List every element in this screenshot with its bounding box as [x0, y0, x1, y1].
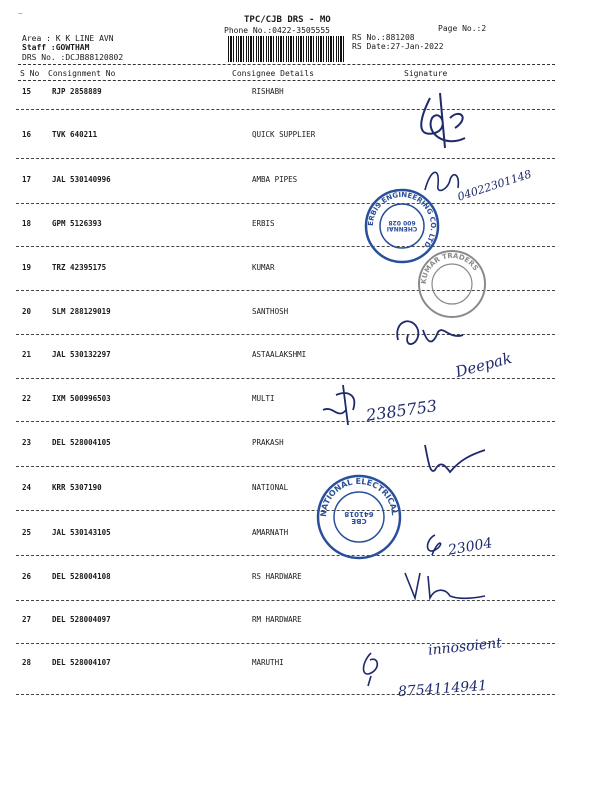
signature-row-25: [420, 530, 450, 564]
row-consignee: QUICK SUPPLIER: [252, 130, 316, 139]
handwritten-number-4: 8754114941: [397, 677, 488, 701]
table-row: [0, 87, 600, 131]
handwritten-number-1: 04022301148: [455, 167, 534, 204]
row-consignment: DEL 528004097: [52, 615, 111, 624]
signature-row-15: [410, 88, 480, 167]
row-sno: 25: [22, 528, 32, 537]
rs-number: RS No.:881208: [352, 33, 415, 42]
row-sno: 24: [22, 483, 32, 492]
page-number: Page No.:2: [438, 24, 487, 33]
row-sno: 27: [22, 615, 32, 624]
row-consignment: GPM 5126393: [52, 219, 102, 228]
row-sno: 28: [22, 658, 32, 667]
row-sno: 21: [22, 350, 32, 359]
table-row: [0, 307, 600, 351]
signature-row-20: [388, 310, 468, 359]
national-stamp-ring-text: NATIONAL ELECTRICAL: [318, 476, 400, 518]
national-stamp: [314, 472, 404, 566]
row-consignment: DEL 528004108: [52, 572, 111, 581]
erbis-stamp-ring-text: ERBIS ENGINEERING CO. LTD.: [366, 190, 438, 252]
rs-date: RS Date:27-Jan-2022: [352, 42, 444, 51]
staff-caption: Staff :: [22, 43, 56, 52]
row-consignment: DEL 528004107: [52, 658, 111, 667]
row-divider: [16, 334, 555, 335]
row-consignee: AMARNATH: [252, 528, 289, 537]
header-divider: [18, 64, 555, 65]
col-consignment: Consignment No: [48, 69, 116, 78]
row-divider: [16, 246, 555, 247]
col-sno: S No: [20, 69, 40, 78]
handwritten-name-deepak: Deepak: [453, 348, 514, 382]
kumar-stamp-ring-text: KUMAR TRADERS: [419, 251, 480, 285]
row-consignment: JAL 530143105: [52, 528, 111, 537]
row-sno: 22: [22, 394, 32, 403]
row-consignee: MULTI: [252, 394, 275, 403]
row-sno: 15: [22, 87, 32, 96]
row-consignment: JAL 530132297: [52, 350, 111, 359]
table-row: [0, 572, 600, 616]
row-consignment: RJP 2858889: [52, 87, 102, 96]
area-label: Area : K K LINE AVN: [22, 34, 114, 43]
staff-name: GOWTHAM: [55, 43, 90, 52]
scan-mark: ~: [18, 9, 23, 18]
table-row: [0, 658, 600, 702]
table-row: [0, 394, 600, 438]
row-sno: 16: [22, 130, 32, 139]
row-divider: [16, 510, 555, 511]
phone-number: Phone No.:0422-3505555: [224, 26, 330, 35]
signature-row-28: [356, 648, 386, 692]
row-consignment: JAL 530140996: [52, 175, 111, 184]
row-consignee: AMBA PIPES: [252, 175, 298, 184]
row-consignee: RM HARDWARE: [252, 615, 302, 624]
table-row: [0, 438, 600, 482]
row-consignee: KUMAR: [252, 263, 275, 272]
staff-label: [22, 44, 89, 52]
handwritten-text-1: innosoient: [427, 635, 503, 659]
row-consignee: SANTHOSH: [252, 307, 289, 316]
column-header-divider: [18, 80, 555, 81]
doc-title: TPC/CJB DRS - MO: [244, 15, 331, 25]
row-consignment: DEL 528004105: [52, 438, 111, 447]
signature-row-22: [318, 380, 368, 434]
drs-number: DRS No. :DCJB88120802: [22, 53, 124, 62]
table-row: [0, 130, 600, 174]
row-consignee: ERBIS: [252, 219, 275, 228]
row-consignee: MARUTHI: [252, 658, 284, 667]
barcode: [228, 36, 346, 62]
row-divider: [16, 203, 555, 204]
row-consignment: SLM 288129019: [52, 307, 111, 316]
row-consignment: KRR 5307190: [52, 483, 102, 492]
row-consignee: PRAKASH: [252, 438, 284, 447]
row-sno: 26: [22, 572, 32, 581]
row-consignee: RISHABH: [252, 87, 284, 96]
erbis-stamp-center: CHENNAI 600 028: [386, 219, 418, 232]
row-consignee: NATIONAL: [252, 483, 289, 492]
table-row: [0, 528, 600, 572]
row-consignment: IXM 500996503: [52, 394, 111, 403]
handwritten-number-2: 2385753: [364, 396, 439, 425]
handwritten-number-3: 23004: [446, 535, 494, 559]
row-consignee: ASTAALAKSHMI: [252, 350, 307, 359]
row-consignee: RS HARDWARE: [252, 572, 302, 581]
col-signature: Signature: [404, 69, 448, 78]
signature-row-23: [420, 440, 490, 484]
row-sno: 17: [22, 175, 32, 184]
row-divider: [16, 555, 555, 556]
table-row: [0, 483, 600, 527]
table-row: [0, 615, 600, 659]
row-consignment: TRZ 42395175: [52, 263, 107, 272]
row-sno: 23: [22, 438, 32, 447]
col-consignee: Consignee Details: [232, 69, 314, 78]
signature-row-26: [400, 568, 490, 612]
table-row: [0, 263, 600, 307]
row-consignment: TVK 640211: [52, 130, 98, 139]
row-divider: [16, 378, 555, 379]
table-row: [0, 219, 600, 263]
row-sno: 19: [22, 263, 32, 272]
row-sno: 18: [22, 219, 32, 228]
national-stamp-center: CBE 641018: [344, 510, 374, 525]
row-divider: [16, 421, 555, 422]
row-sno: 20: [22, 307, 32, 316]
